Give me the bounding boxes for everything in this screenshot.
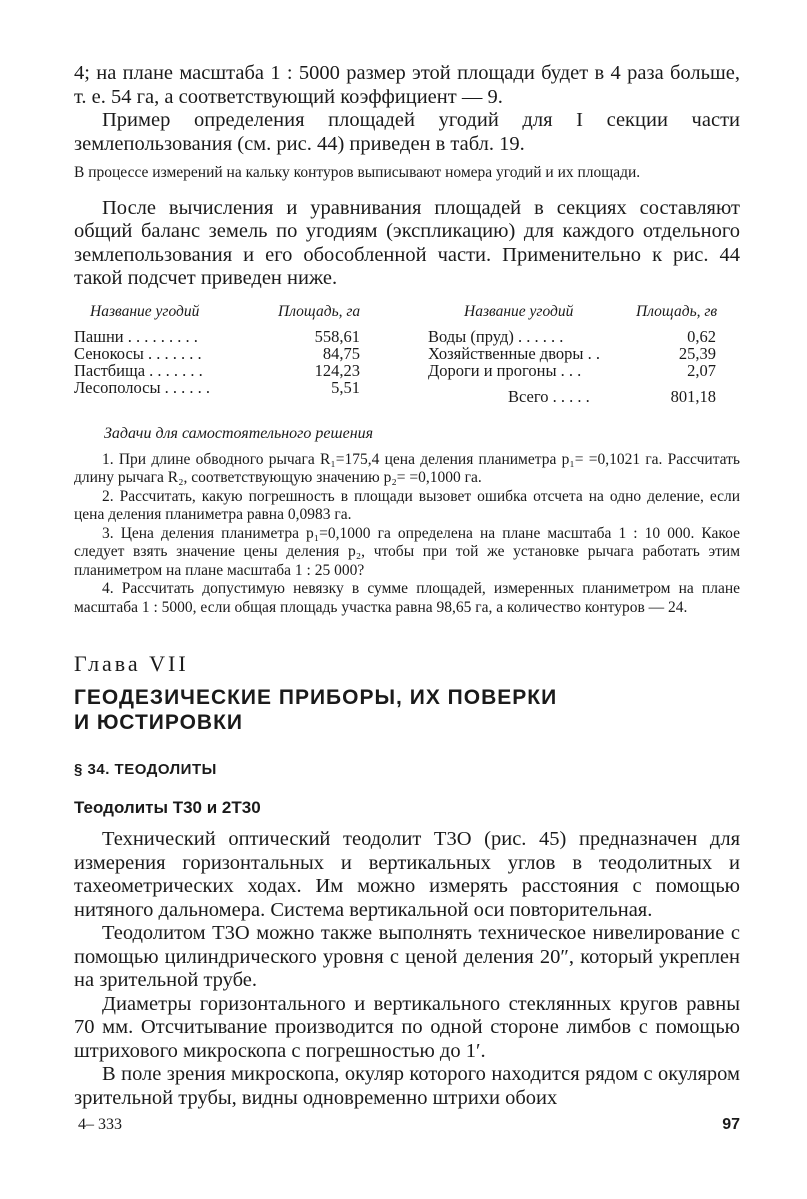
table-header-area-right: Площадь, гв [636,302,718,320]
chapter-title-line-2: И ЮСТИРОВКИ [74,711,244,734]
table-total-label: Всего . . . . . [508,386,590,406]
table-row-name: Пастбища . . . . . . . [74,360,203,380]
table-row-name: Хозяйственные дворы . . [428,343,600,363]
table-row-name: Сенокосы . . . . . . . [74,343,202,363]
table-row-value: 25,39 [678,343,716,363]
task-item: 1. При длине обводного рычага R₁=175,4 цена деления планиметра p₁= =0,1021 га. Рассчитать длину рычага R₂, соответствующую значению p₂= =0,1000 га. [74,450,740,486]
table-row-name: Воды (пруд) . . . . . . [428,326,564,346]
body-paragraph: Теодолитом Т3О можно также выполнять техническое нивелирование с помощью цилиндрического уровня с ценой деления 20″, который укреплен на зрительной трубе. [74,922,740,991]
note-paragraph: В процессе измерений на кальку контуров выписывают номера угодий и их площади. [74,164,641,181]
task-item: 3. Цена деления планиметра p₁=0,1000 га определена на плане масштаба 1 : 10 000. Какое следует взять значение цены деления p₂, чтобы при той же установке рычага работать этим планиметром на плане масштаба 1 : 25 000? [74,524,740,579]
body-paragraph: Диаметры горизонтального и вертикального стеклянных кругов равны 70 мм. Отсчитывание производится по одной стороне лимбов с помощью штрихового микроскопа с погрешностью до 1′. [74,992,740,1062]
subsection-title: Теодолиты Т30 и 2Т30 [74,798,261,817]
task-item: 2. Рассчитать, какую погрешность в площади вызовет ошибка отсчета на одно деление, если цена деления планиметра равна 0,0983 га. [74,487,740,523]
table-row-value: 558,61 [314,326,360,346]
task-item: 4. Рассчитать допустимую невязку в сумме площадей, измеренных планиметром на плане масштаба 1 : 5000, если общая площадь участка равна 98,65 га, а количество контуров — 24. [74,580,740,616]
table-row-value: 0,62 [687,326,716,346]
tasks-title: Задачи для самостоятельного решения [104,424,374,442]
table-row-value: 5,51 [331,377,360,397]
section-title: § 34. ТЕОДОЛИТЫ [74,761,217,778]
table-row-name: Лесополосы . . . . . . [74,377,211,397]
table-row-value: 84,75 [322,343,360,363]
table-row-name: Пашни . . . . . . . . . [74,326,198,346]
table-row-value: 2,07 [687,360,716,380]
body-paragraph: В поле зрения микроскопа, окуляр которого находится рядом с окуляром зрительной трубы, видны одновременно штрихи обоих [74,1063,740,1109]
chapter-label: Глава VII [74,651,189,676]
table-header-name-right: Название угодий [464,302,574,320]
signature-mark: 4– 333 [78,1116,122,1133]
table-total-value: 801,18 [670,386,716,406]
page-content [74,62,740,1110]
table-header-area-left: Площадь, га [278,302,361,320]
table-row-value: 124,23 [314,360,360,380]
chapter-title-line-1: ГЕОДЕЗИЧЕСКИЕ ПРИБОРЫ, ИХ ПОВЕРКИ [74,686,558,709]
body-paragraph: Технический оптический теодолит Т3О (рис. 45) предназначен для измерения горизонтальных и вертикальных углов в теодолитных и тахеометрических ходах. Им можно измерять расстояния с помощью нитяного дальномера. Система вертикальной оси повторительная. [74,828,740,921]
table-row-name: Дороги и прогоны . . . [428,360,582,380]
paragraph-top-1: 4; на плане масштаба 1 : 5000 размер этой площади будет в 4 раза больше, т. е. 54 га, а соответствующий коэффициент — 9. [74,62,740,108]
land-balance-table [74,303,740,411]
paragraph-balance: После вычисления и уравнивания площадей в секциях составляют общий баланс земель по угодиям (экспликацию) для каждого отдельного землепользования и его обособленной части. Применительно к рис. 44 такой подсчет приведен ниже. [74,196,740,289]
paragraph-top-2: Пример определения площадей угодий для I секции части землепользования (см. рис. 44) приведен в табл. 19. [74,109,740,155]
page-footer [74,1116,740,1138]
page-number: 97 [722,1116,740,1133]
table-header-name-left: Название угодий [90,302,200,320]
